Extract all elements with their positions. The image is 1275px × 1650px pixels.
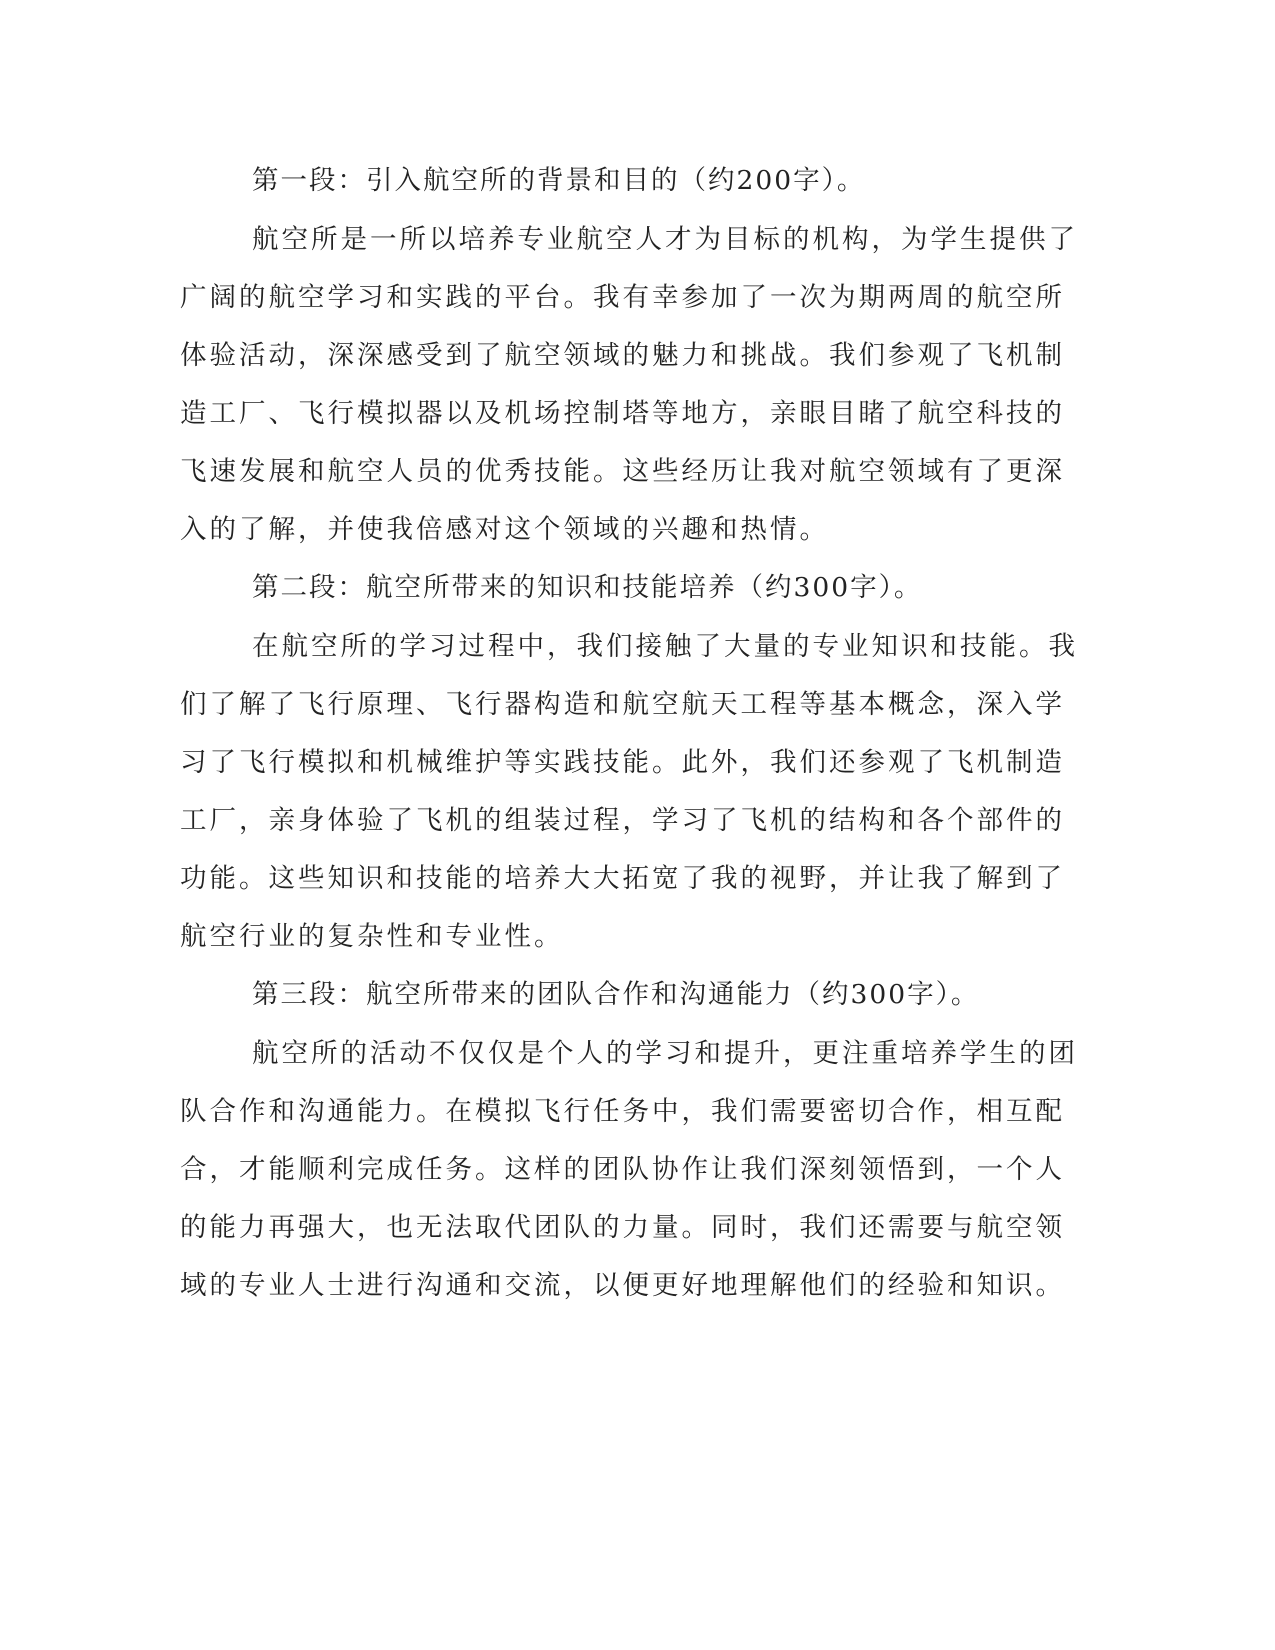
section-3-line-3: 合，才能顺利完成任务。这样的团队协作让我们深刻领悟到，一个人 <box>180 1154 1065 1185</box>
section-1-line-5: 飞速发展和航空人员的优秀技能。这些经历让我对航空领域有了更深 <box>180 456 1065 487</box>
section-1-line-3: 体验活动，深深感受到了航空领域的魅力和挑战。我们参观了飞机制 <box>180 340 1065 371</box>
section-2-line-1: 在航空所的学习过程中，我们接触了大量的专业知识和技能。我 <box>252 631 1078 662</box>
section-1-heading: 第一段：引入航空所的背景和目的（约200字）。 <box>252 165 866 196</box>
section-2-line-4: 工厂，亲身体验了飞机的组装过程，学习了飞机的结构和各个部件的 <box>180 805 1065 836</box>
section-2-line-3: 习了飞行模拟和机械维护等实践技能。此外，我们还参观了飞机制造 <box>180 747 1065 778</box>
section-2-line-6: 航空行业的复杂性和专业性。 <box>180 921 564 952</box>
section-2-heading: 第二段：航空所带来的知识和技能培养（约300字）。 <box>252 572 923 603</box>
section-3-line-4: 的能力再强大，也无法取代团队的力量。同时，我们还需要与航空领 <box>180 1212 1065 1243</box>
section-1-line-2: 广阔的航空学习和实践的平台。我有幸参加了一次为期两周的航空所 <box>180 282 1065 313</box>
section-3-line-1: 航空所的活动不仅仅是个人的学习和提升，更注重培养学生的团 <box>252 1038 1078 1069</box>
section-2-line-5: 功能。这些知识和技能的培养大大拓宽了我的视野，并让我了解到了 <box>180 863 1065 894</box>
section-3-line-2: 队合作和沟通能力。在模拟飞行任务中，我们需要密切合作，相互配 <box>180 1096 1065 1127</box>
section-3-heading: 第三段：航空所带来的团队合作和沟通能力（约300字）。 <box>252 979 980 1010</box>
section-3-line-5: 域的专业人士进行沟通和交流，以便更好地理解他们的经验和知识。 <box>180 1270 1065 1301</box>
section-1-line-4: 造工厂、飞行模拟器以及机场控制塔等地方，亲眼目睹了航空科技的 <box>180 398 1065 429</box>
section-2-line-2: 们了解了飞行原理、飞行器构造和航空航天工程等基本概念，深入学 <box>180 689 1065 720</box>
section-1-line-6: 入的了解，并使我倍感对这个领域的兴趣和热情。 <box>180 514 829 545</box>
section-1-line-1: 航空所是一所以培养专业航空人才为目标的机构，为学生提供了 <box>252 224 1078 255</box>
